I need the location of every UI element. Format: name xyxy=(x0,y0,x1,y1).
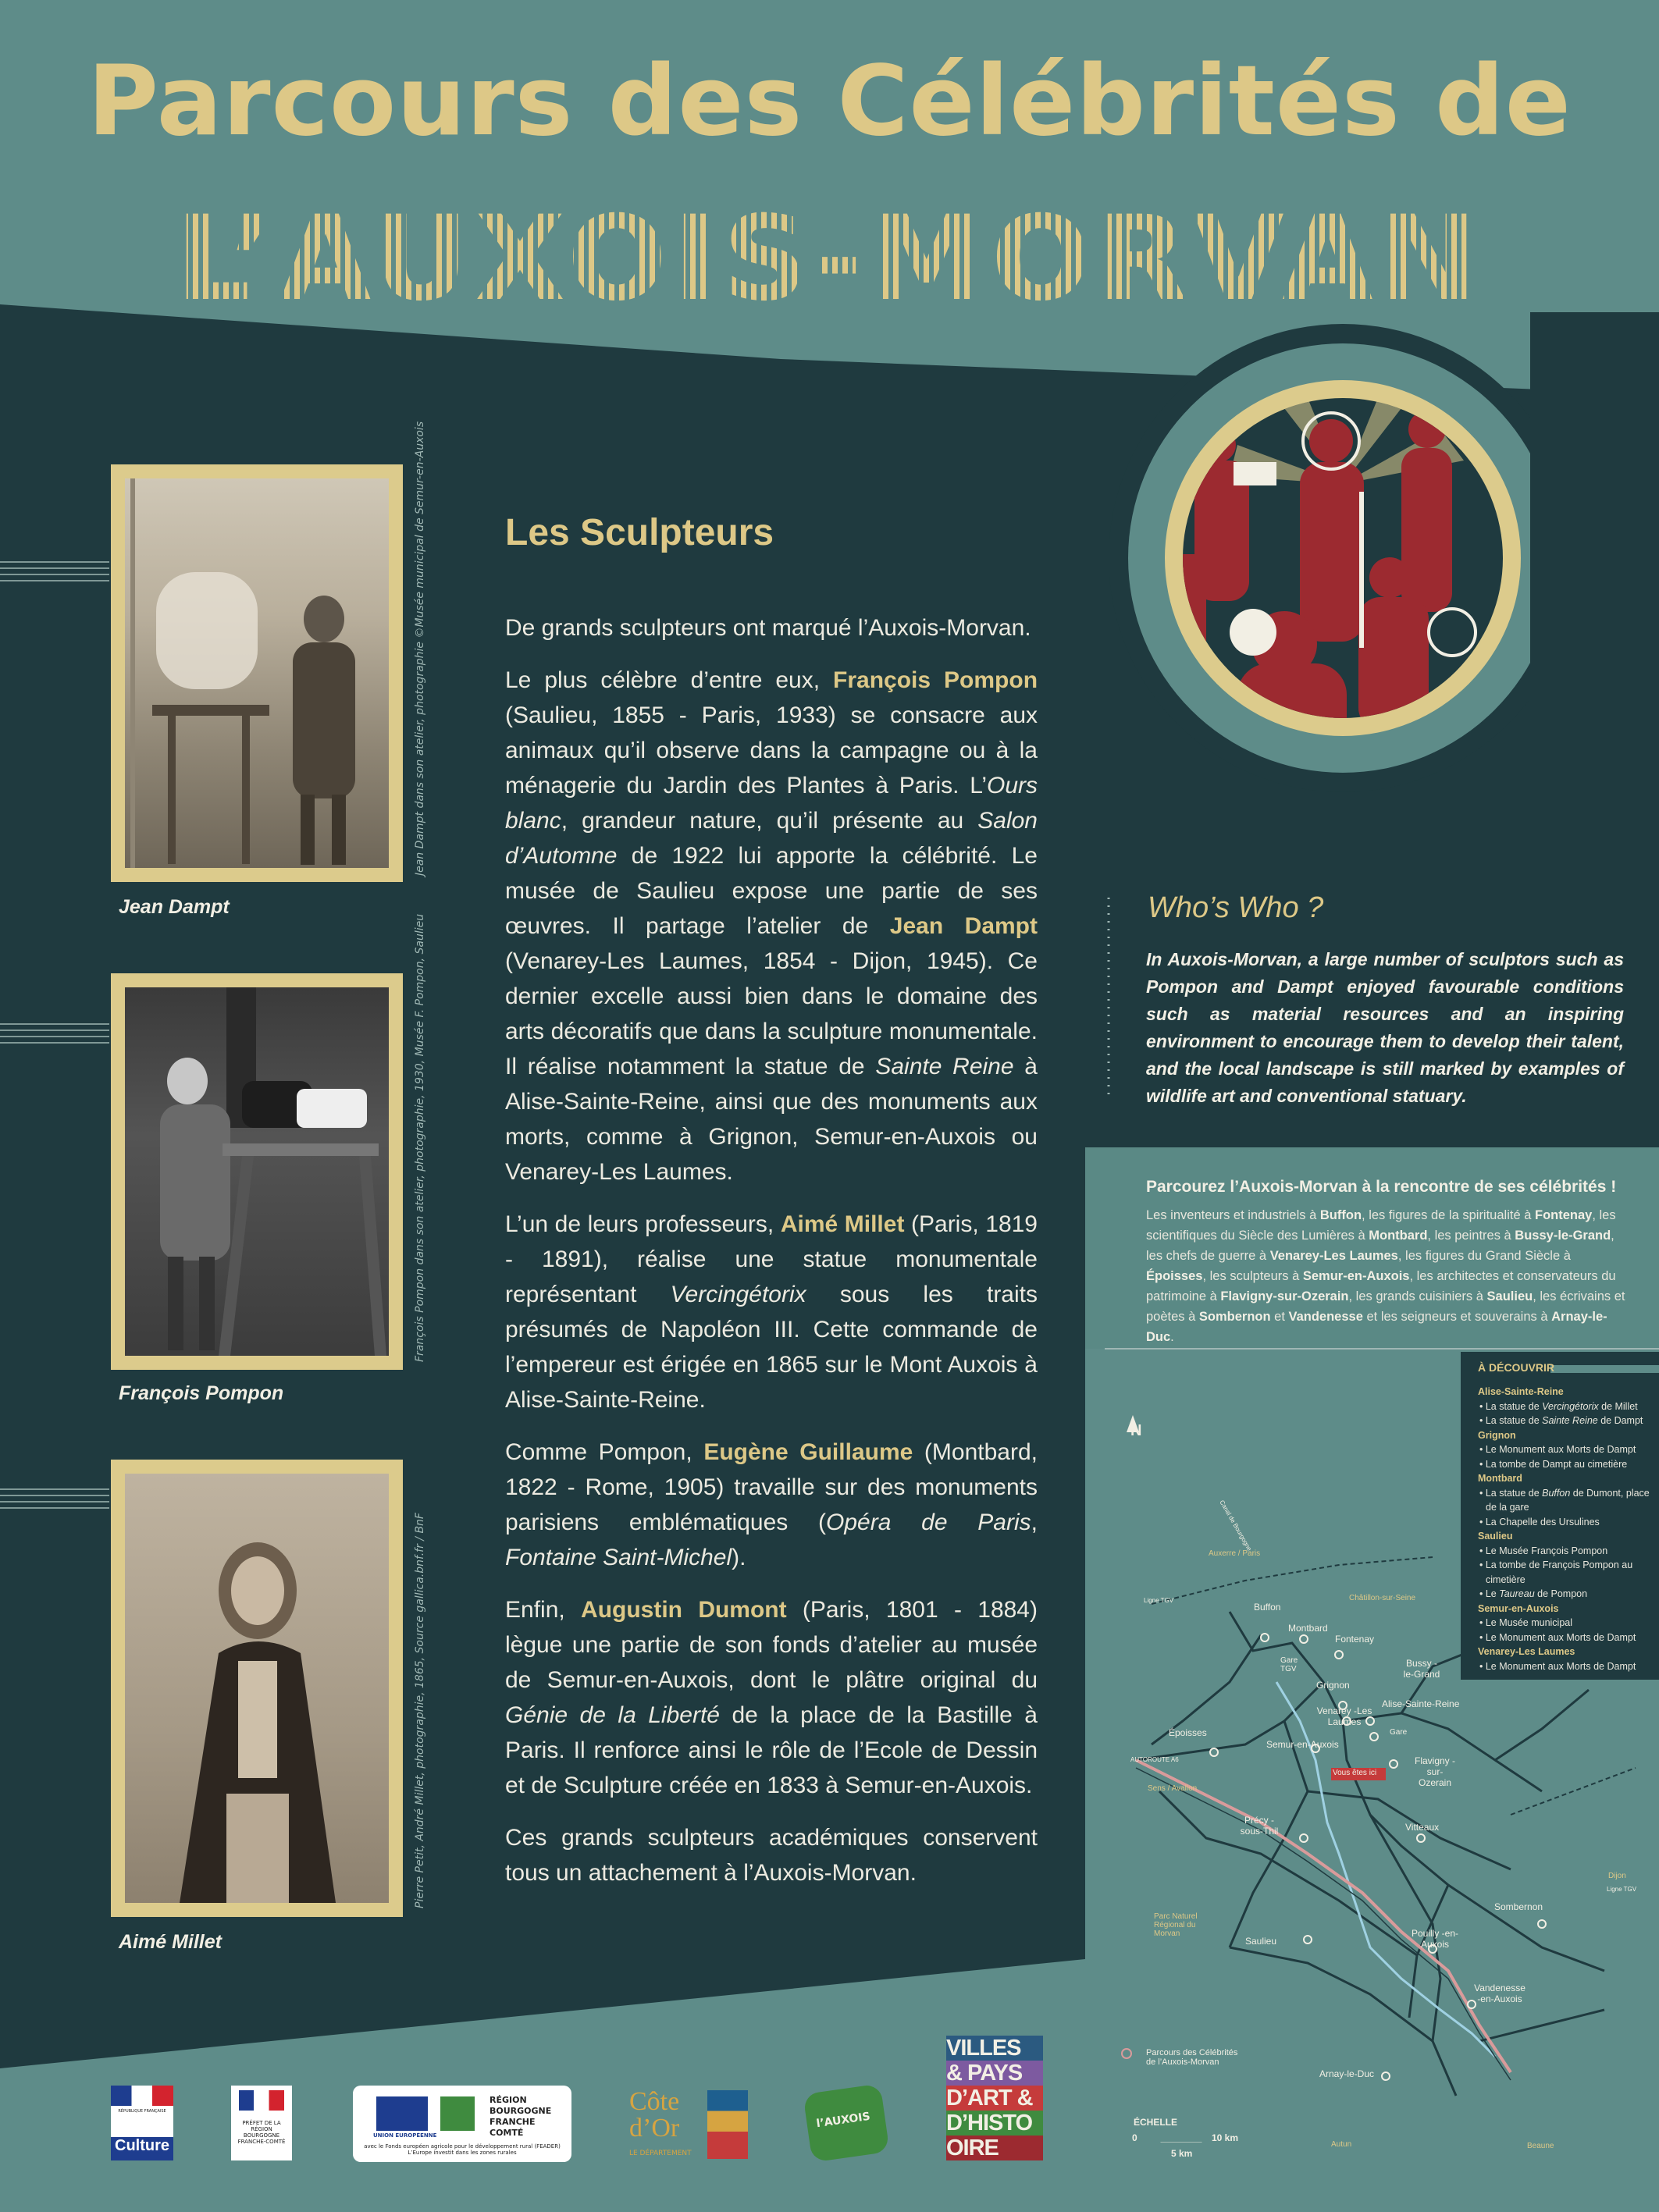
whoswho-title: Who’s Who ? xyxy=(1148,891,1324,924)
town-bussy: Bussy -le-Grand xyxy=(1403,1658,1440,1680)
outer-sens: Sens / Avallon xyxy=(1148,1784,1198,1793)
town-venarey: Venarey -Les Laumes xyxy=(1316,1705,1372,1727)
town-semur: Semur-en-Auxois xyxy=(1266,1739,1339,1750)
outer-dijon: Dijon xyxy=(1608,1872,1626,1880)
legend-box xyxy=(1461,1352,1659,1680)
logo-europe-region: UNION EUROPÉENNE RÉGION BOURGOGNE FRANCHE COMTÉ avec le Fonds européen agricole pour le développement rural (FEADER) L’Europe investit dans les zones rurales xyxy=(353,2086,571,2162)
name-jean-dampt: Jean Dampt xyxy=(889,913,1038,939)
photo-caption-2: François Pompon xyxy=(119,1382,284,1404)
outer-chatillon: Châtillon-sur-Seine xyxy=(1349,1594,1416,1602)
name-augustin-dumont: Augustin Dumont xyxy=(581,1597,787,1623)
you-are-here-label: Vous êtes ici xyxy=(1333,1769,1377,1777)
paragraph-4: Comme Pompon, Eugène Guillaume (Montbard, 1822 - Rome, 1905) travaille sur des monuments parisiens emblématiques (Opéra de Paris, Fontaine Saint-Michel). xyxy=(505,1439,1038,1570)
gare-label: Gare xyxy=(1390,1728,1408,1737)
town-buffon: Buffon xyxy=(1254,1602,1281,1613)
name-francois-pompon: François Pompon xyxy=(833,667,1038,693)
paragraph-5: Enfin, Augustin Dumont (Paris, 1801 - 1884) lègue une partie de son fonds d’atelier au musée de Semur-en-Auxois, dont le plâtre original du Génie de la Liberté de la place de la Bastille à Paris. Il renforce ainsi le rôle de l’Ecole de Dessin et de Sculpture créée en 1833 à Semur-en-Auxois. xyxy=(505,1597,1038,1798)
scale-0: 0 xyxy=(1132,2132,1137,2143)
logo-prefet: PRÉFET DE LA RÉGION BOURGOGNE FRANCHE-COMTÉ xyxy=(231,2086,292,2160)
town-precy: Précy -sous-Thil xyxy=(1240,1815,1279,1837)
photo-credit-1: Jean Dampt dans son atelier, photographie ©Musée municipal de Semur-en-Auxois xyxy=(414,421,426,876)
outer-pnr: Parc Naturel Régional du Morvan xyxy=(1154,1912,1198,1938)
logo-cote-dor: Côte d’Or LE DÉPARTEMENT xyxy=(629,2084,754,2162)
town-saulieu: Saulieu xyxy=(1245,1936,1277,1947)
photo-credit-3: Pierre Petit, André Millet, photographie, 1865, Source gallica.bnf.fr / BnF xyxy=(414,1513,426,1908)
photo-aime-millet xyxy=(111,1460,403,1917)
north-label: N xyxy=(1130,1422,1142,1439)
parcours-title: Parcourez l’Auxois-Morvan à la rencontre de ses célébrités ! xyxy=(1146,1178,1617,1196)
town-arnay: Arnay-le-Duc xyxy=(1319,2068,1375,2079)
name-eugene-guillaume: Eugène Guillaume xyxy=(703,1439,913,1465)
route-legend: Parcours des Célébrités de l’Auxois-Morvan xyxy=(1146,2048,1238,2067)
page-title-line2: L’AUXOIS-MORVAN xyxy=(0,191,1659,327)
photo-jean-dampt xyxy=(111,464,403,882)
scale-title: ÉCHELLE xyxy=(1134,2117,1178,2128)
paragraph-3: L’un de leurs professeurs, Aimé Millet (Paris, 1819 - 1891), réalise une statue monumentale représentant Vercingétorix sous les traits présumés de Napoléon III. Cette commande de l’empereur est érigée en 1865 sur le Mont Auxois à Alise-Sainte-Reine. xyxy=(505,1211,1038,1413)
cote-dor-flag-icon xyxy=(707,2090,748,2159)
legend-heading: À DÉCOUVRIR xyxy=(1478,1361,1555,1374)
town-alise: Alise-Sainte-Reine xyxy=(1382,1698,1460,1709)
outer-canal: Canal de Bourgogne xyxy=(1218,1499,1253,1552)
scale-5: 5 km xyxy=(1171,2148,1193,2159)
legend-header xyxy=(1461,1363,1659,1377)
gare-tgv-label: Gare TGV xyxy=(1280,1656,1298,1673)
logo-culture: RÉPUBLIQUE FRANÇAISE Culture xyxy=(111,2086,173,2160)
scale-10: 10 km xyxy=(1212,2132,1239,2143)
eu-flag-icon xyxy=(376,2096,428,2131)
town-vitteaux: Vitteaux xyxy=(1405,1822,1440,1833)
town-flavigny: Flavigny -sur-Ozerain xyxy=(1414,1755,1455,1788)
pompon-studio-photo xyxy=(125,987,389,1356)
photo-francois-pompon xyxy=(111,973,403,1370)
whoswho-text: In Auxois-Morvan, a large number of sculptors such as Pompon and Dampt enjoyed favourable conditions such as material resources and an inspiring environment to encourage them to develop their talent, and the local landscape is still marked by examples of wildlife art and conventional statuary. xyxy=(1146,949,1624,1106)
millet-portrait-photo xyxy=(125,1474,389,1903)
outer-autun: Autun xyxy=(1331,2140,1352,2149)
paragraph-2: Le plus célèbre d’entre eux, François Pompon (Saulieu, 1855 - Paris, 1933) se consacre aux animaux qu’il observe dans la campagne ou à la ménagerie du Jardin des Plantes à Paris. L’Ours blanc, grandeur nature, qu’il présente au Salon d’Automne de 1922 lui apporte la célébrité. Le musée de Saulieu expose une partie de ses œuvres. Il partage l’atelier de Jean Dampt (Venarey-Les Laumes, 1854 - Dijon, 1945). Ce dernier excelle aussi bien dans le domaine des arts décoratifs que dans la sculpture monumentale. Il réalise notamment la statue de Sainte Reine à Alise-Sainte-Reine, ainsi que des monuments aux morts, comme à Grignon, Semur-en-Auxois ou Venarey-Les Laumes. xyxy=(505,667,1038,1185)
town-epoisses: Époisses xyxy=(1169,1727,1207,1738)
parcours-text: Les inventeurs et industriels à Buffon, les figures de la spiritualité à Fontenay, les scientifiques du Siècle des Lumières à Montbard, les peintres à Bussy-le-Grand, les chefs de guerre à Venarey-Les Laumes, les figures du Grand Siècle à Époisses, les sculpteurs à Semur-en-Auxois, les architectes et conservateurs du patrimoine à Flavigny-sur-Ozerain, les grands cuisiniers à Saulieu, les écrivains et poètes à Sombernon et Vandenesse et les seigneurs et souverains à Arnay-le-Duc. xyxy=(1146,1208,1625,1344)
sculpture-studio-photo xyxy=(125,478,389,868)
outer-autoroute: AUTOROUTE A6 xyxy=(1130,1756,1179,1763)
photo-caption-3: Aimé Millet xyxy=(119,1931,222,1953)
town-fontenay: Fontenay xyxy=(1335,1634,1375,1645)
page-title-line1: Parcours des Célébrités de xyxy=(87,45,1572,158)
photo-credit-2: François Pompon dans son atelier, photographie, 1930, Musée F. Pompon, Saulieu xyxy=(414,913,426,1362)
sculptors-illustration xyxy=(1183,398,1503,718)
leader-logo-icon xyxy=(440,2096,475,2131)
article-body xyxy=(505,610,1038,1908)
logo-villes-art-histoire: VILLES & PAYS D’ART & D’HISTO OIRE xyxy=(946,2036,1043,2162)
logo-auxois: l’AUXOIS xyxy=(803,2083,889,2162)
legend-list: Alise-Sainte-Reine • La statue de Vercingétorix de Millet • La statue de Sainte Reine de Dampt Grignon • Le Monument aux Morts de Dampt • La tombe de Dampt au cimetière Montbard • La statue de Buffon de Dumont, place de la gare • La Chapelle des Ursulines Saulieu • Le Musée François Pompon • La tombe de François Pompon au cimetière • Le Taureau de Pompon Semur-en-Auxois • Le Musée municipal • Le Monument aux Morts de Dampt Venarey-Les Laumes • Le Monument aux Morts de Dampt xyxy=(1478,1386,1650,1672)
town-vandenesse: Vandenesse -en-Auxois xyxy=(1474,1983,1525,2004)
section-heading: Les Sculpteurs xyxy=(505,512,774,553)
town-montbard: Montbard xyxy=(1288,1623,1328,1634)
photo-caption-1: Jean Dampt xyxy=(119,896,230,918)
town-sombernon: Sombernon xyxy=(1494,1901,1543,1912)
outer-beaune: Beaune xyxy=(1527,2142,1554,2150)
outer-ligne: Ligne TGV xyxy=(1144,1597,1174,1604)
paragraph-6: Ces grands sculpteurs académiques conservent tous un attachement à l’Auxois-Morvan. xyxy=(505,1825,1038,1886)
name-aime-millet: Aimé Millet xyxy=(780,1211,905,1237)
town-grignon: Grignon xyxy=(1316,1680,1350,1691)
outer-auxerre: Auxerre / Paris xyxy=(1209,1549,1261,1558)
town-pouilly: Pouilly -en-Auxois xyxy=(1411,1928,1459,1950)
paragraph-1: De grands sculpteurs ont marqué l’Auxois-Morvan. xyxy=(505,615,1031,641)
outer-ligne2: Ligne TGV xyxy=(1607,1886,1637,1893)
